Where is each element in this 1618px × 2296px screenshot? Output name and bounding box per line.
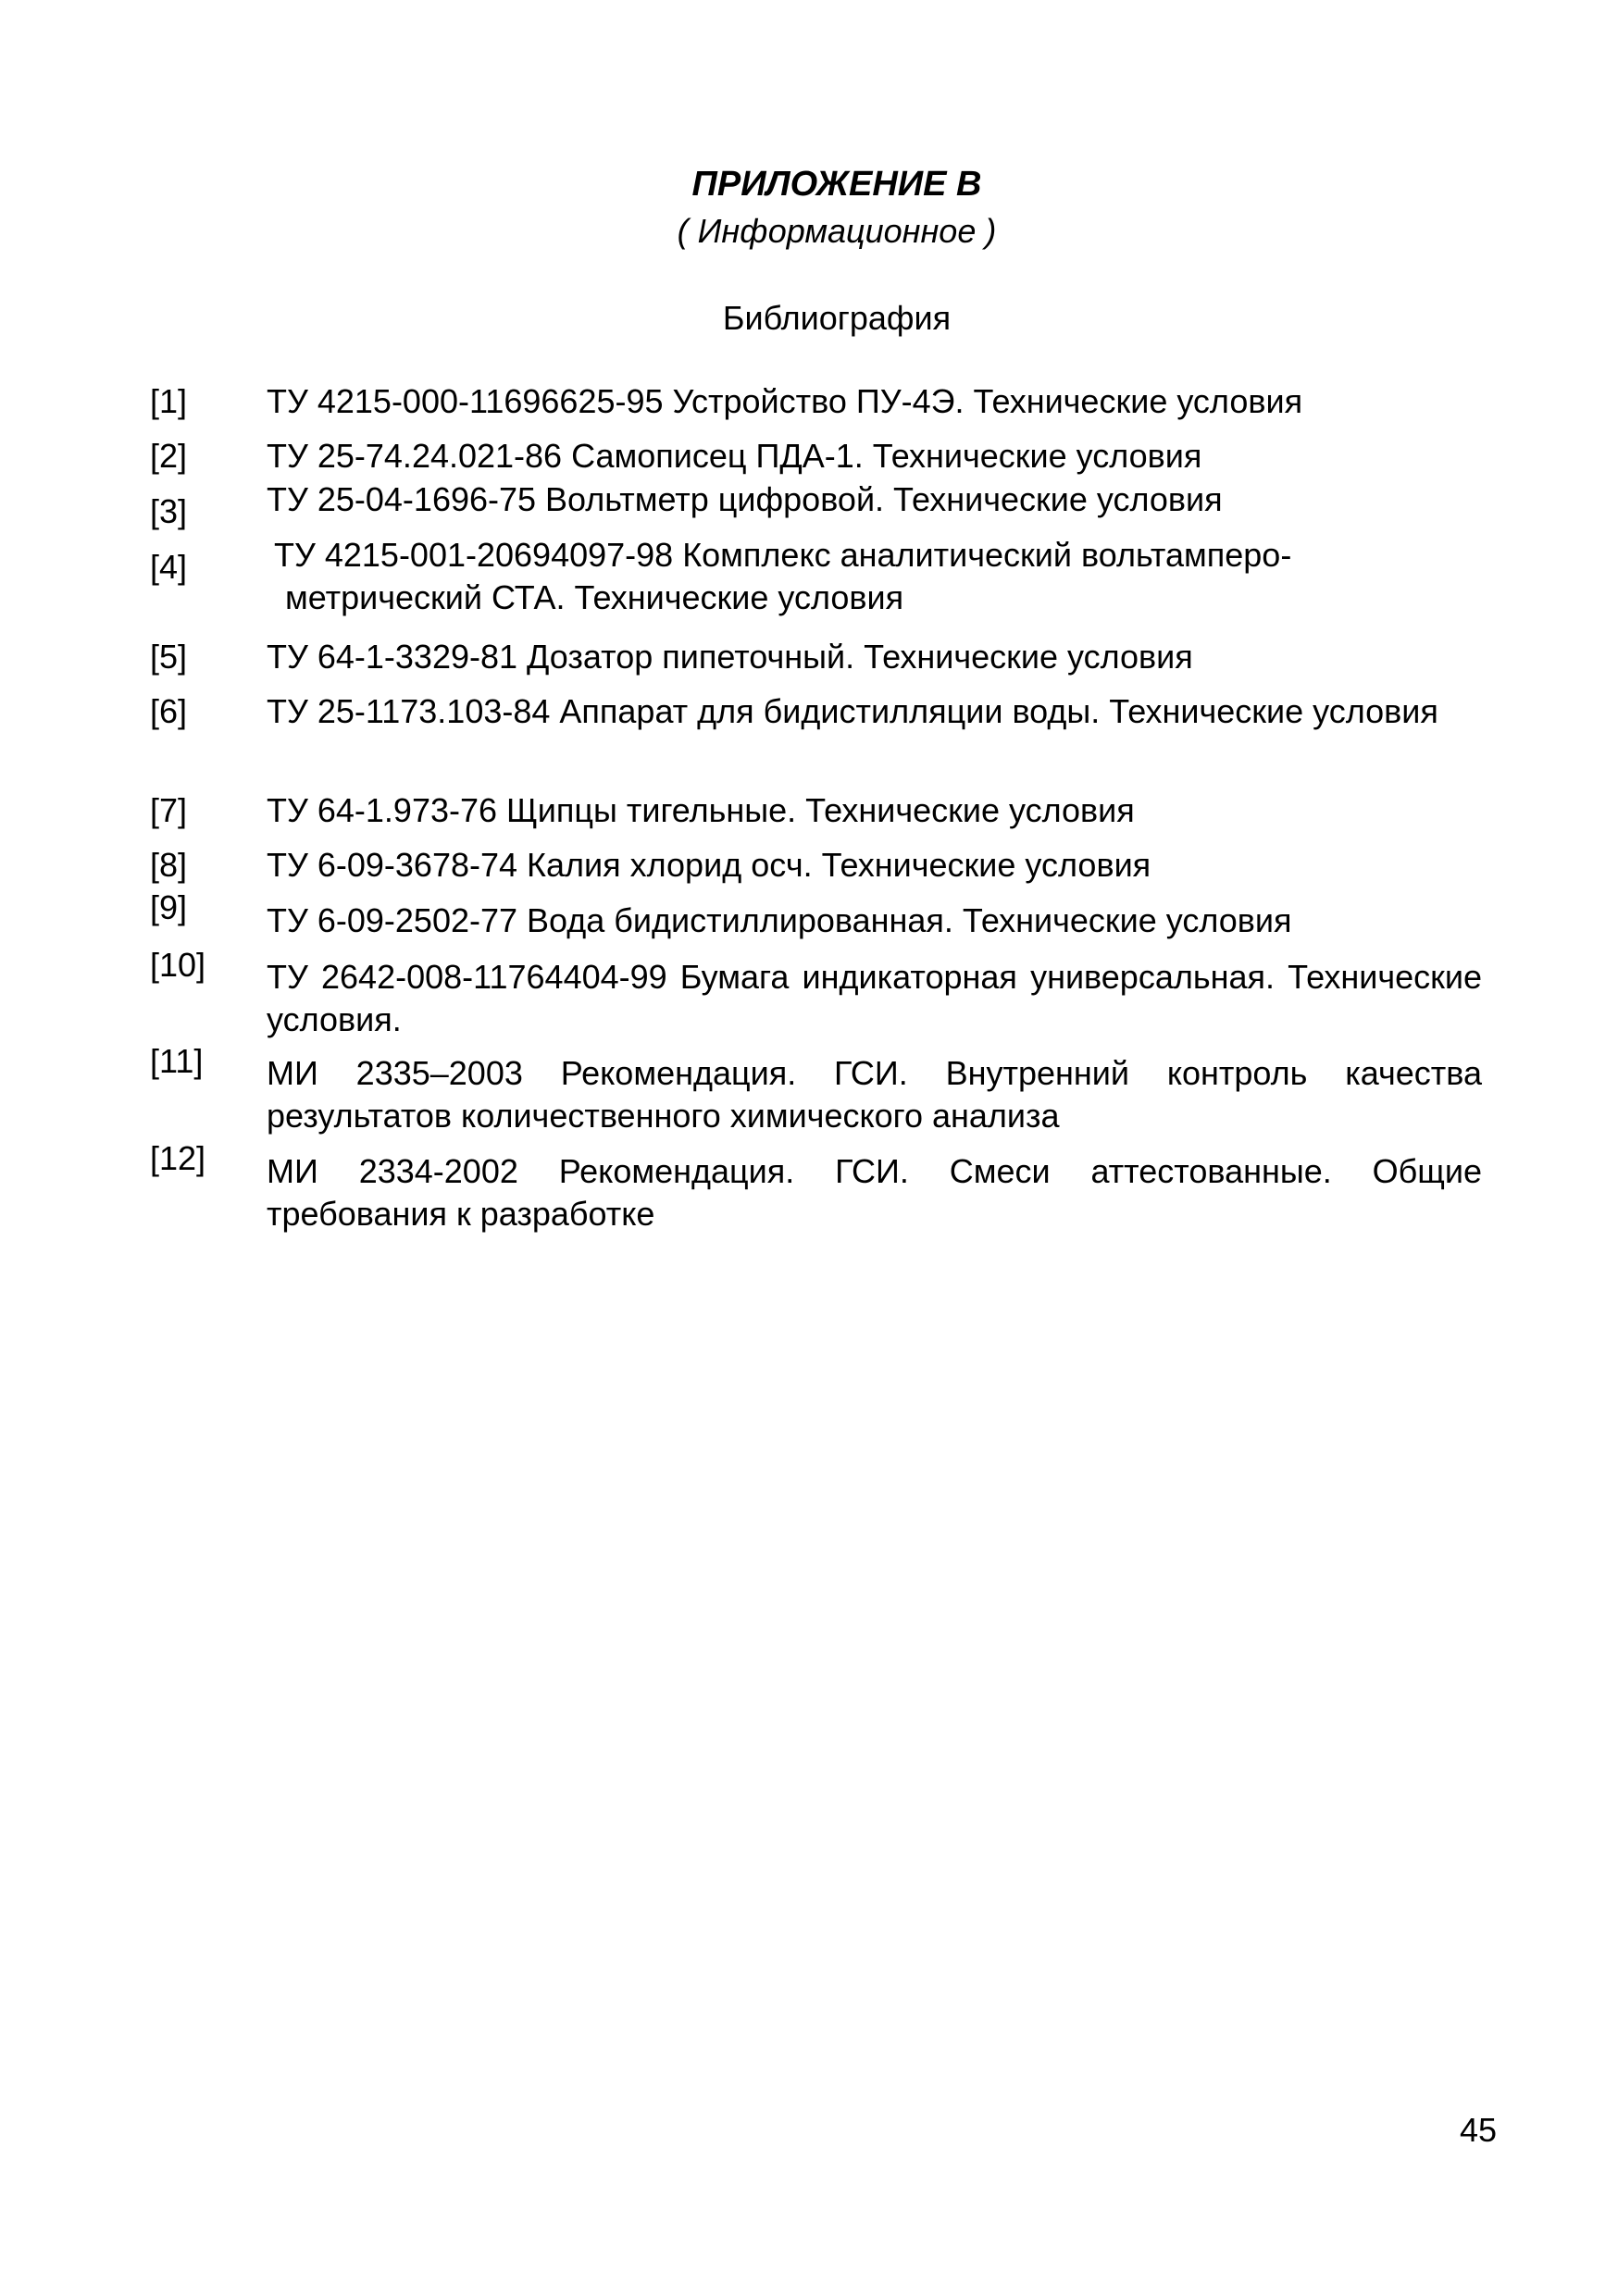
bib-item-number: [10] [150, 946, 206, 984]
bib-item-number: [4] [150, 548, 188, 586]
bib-item-text: ТУ 25-04-1696-75 Вольтметр цифровой. Технические условия [267, 480, 1223, 518]
bib-item-text: ТУ 6-09-3678-74 Калия хлорид осч. Технические условия [267, 846, 1151, 884]
bib-item-number: [11] [150, 1042, 204, 1080]
bib-item-number: [7] [150, 791, 188, 829]
page-number: 45 [1460, 2111, 1498, 2149]
bib-item-text-line2: метрический СТА. Технические условия [285, 578, 904, 616]
bib-item-text: ТУ 25-1173.103-84 Аппарат для бидистилляции воды. Технические условия [267, 692, 1438, 730]
bibliography-heading: Библиография [722, 299, 952, 337]
bib-item-number: [12] [150, 1139, 206, 1177]
bib-item-number: [8] [150, 846, 188, 884]
bib-item-text: ТУ 64-1.973-76 Щипцы тигельные. Технические условия [267, 791, 1135, 829]
appendix-subtitle: ( Информационное ) [677, 212, 997, 250]
bib-item-text: ТУ 2642-008-11764404-99 Бумага индикаторная универсальная. Технические условия. [267, 958, 1482, 1038]
bib-item-text-line1: ТУ 4215-001-20694097-98 Комплекс аналитический вольтамперо- [274, 536, 1292, 574]
bib-item-text: ТУ 64-1-3329-81 Дозатор пипеточный. Технические условия [267, 638, 1193, 676]
bib-item-number: [1] [150, 382, 188, 420]
bib-item-text: ТУ 6-09-2502-77 Вода бидистиллированная. Технические условия [267, 901, 1292, 939]
bib-item-text: ТУ 25-74.24.021-86 Самописец ПДА-1. Технические условия [267, 437, 1202, 475]
bib-item-text: МИ 2335–2003 Рекомендация. ГСИ. Внутренний контроль качества результатов количественного химического анализа [267, 1054, 1482, 1135]
appendix-title: ПРИЛОЖЕНИЕ В [691, 165, 982, 204]
bib-item-text: ТУ 4215-000-11696625-95 Устройство ПУ-4Э. Технические условия [267, 382, 1303, 420]
bib-item-number: [9] [150, 888, 188, 926]
bib-item-text: МИ 2334-2002 Рекомендация. ГСИ. Смеси аттестованные. Общие требования к разработке [267, 1152, 1482, 1233]
bib-item-number: [6] [150, 692, 188, 730]
bib-item-number: [3] [150, 492, 188, 530]
bib-item-number: [5] [150, 638, 188, 676]
bib-item-text [274, 534, 1481, 619]
bib-item-number: [2] [150, 437, 188, 475]
